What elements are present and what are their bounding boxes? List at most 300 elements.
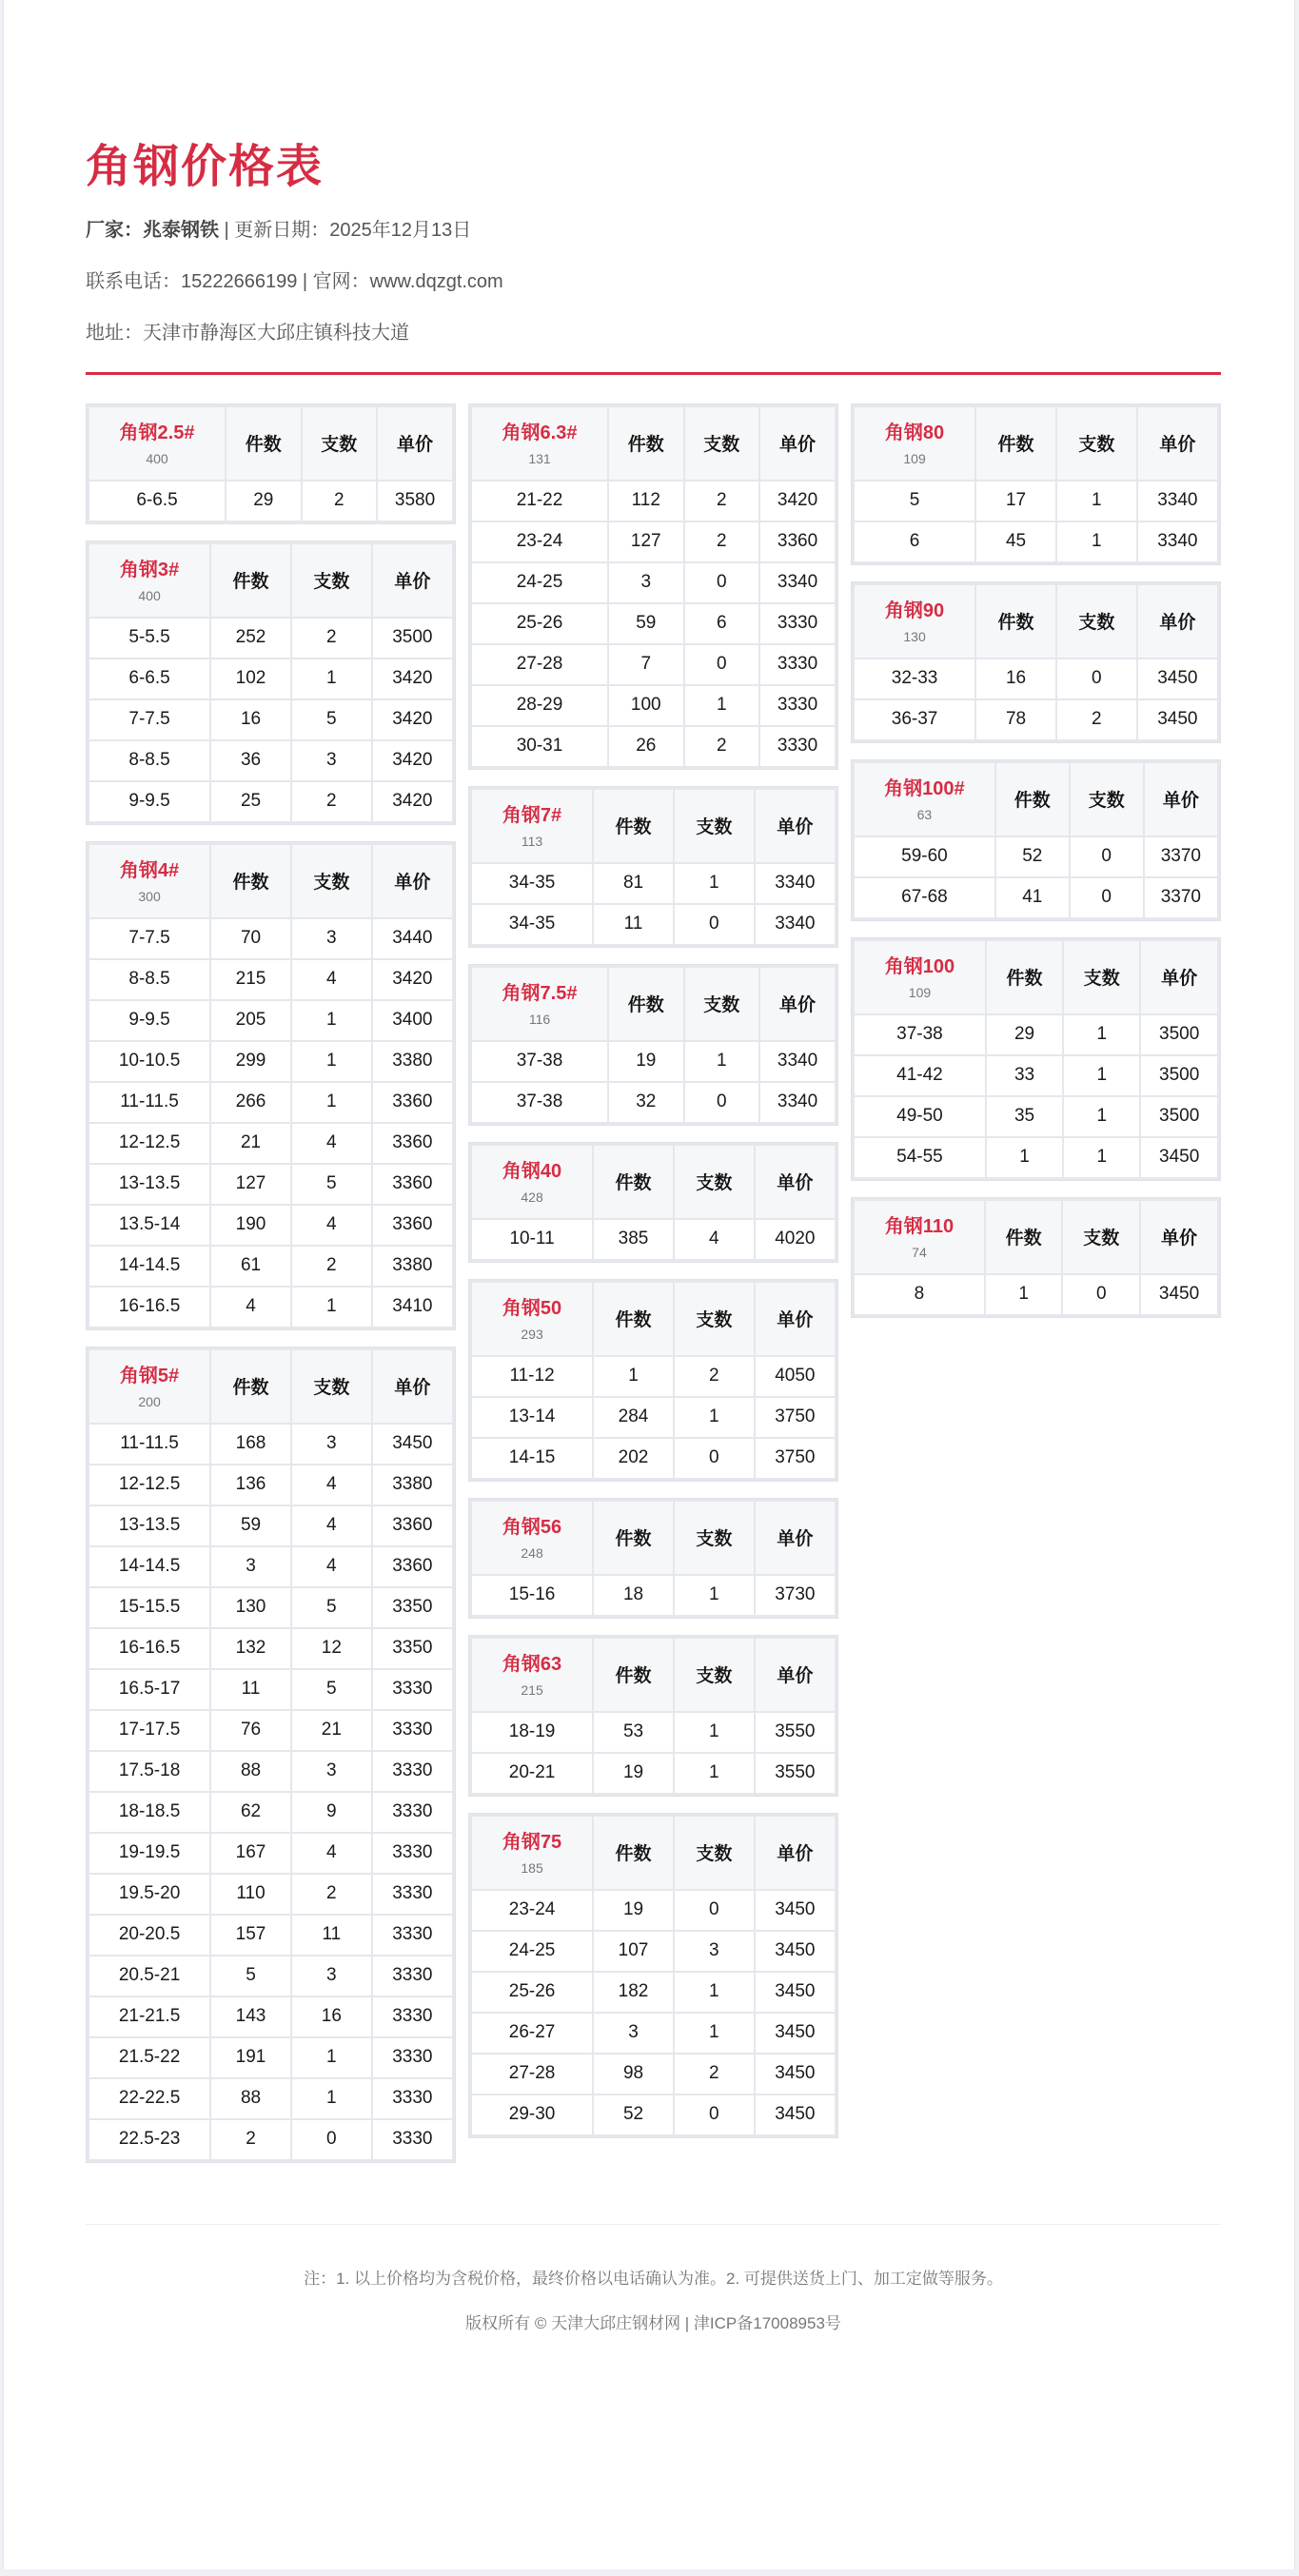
pieces-cell: 2 bbox=[211, 2120, 290, 2159]
table-header-row bbox=[855, 1201, 1217, 1273]
pieces-cell: 205 bbox=[211, 1001, 290, 1040]
price-cell[interactable]: 3500 bbox=[1141, 1097, 1217, 1136]
price-cell[interactable]: 3550 bbox=[756, 1713, 835, 1752]
price-cell[interactable]: 3420 bbox=[373, 741, 452, 780]
price-header: 单价 bbox=[373, 1350, 452, 1423]
spec-name: 角钢80 bbox=[884, 422, 945, 443]
size-cell: 49-50 bbox=[855, 1097, 985, 1136]
size-cell: 19-19.5 bbox=[89, 1834, 209, 1873]
sticks-cell: 1 bbox=[1064, 1015, 1139, 1054]
pieces-cell: 130 bbox=[211, 1588, 290, 1627]
table-header-row bbox=[472, 1817, 835, 1889]
pieces-cell: 190 bbox=[211, 1206, 290, 1245]
size-cell: 18-18.5 bbox=[89, 1793, 209, 1832]
price-cell[interactable]: 3330 bbox=[760, 727, 835, 766]
sticks-header: 支数 bbox=[303, 407, 377, 480]
size-cell: 13-13.5 bbox=[89, 1165, 209, 1204]
sticks-cell: 1 bbox=[675, 1713, 754, 1752]
sticks-cell: 2 bbox=[292, 782, 371, 821]
footer-copyright: 版权所有 © 天津大邱庄钢材网 | 津ICP备17008953号 bbox=[465, 2313, 841, 2332]
table-header-row bbox=[472, 1639, 835, 1711]
size-cell: 20-20.5 bbox=[89, 1916, 209, 1955]
spec-header-cell bbox=[89, 544, 209, 617]
table-row bbox=[855, 1097, 1217, 1136]
price-cell[interactable]: 3340 bbox=[760, 1083, 835, 1122]
pieces-header: 件数 bbox=[211, 845, 290, 917]
table-row bbox=[472, 1973, 835, 2012]
price-header: 单价 bbox=[760, 407, 835, 480]
price-cell[interactable]: 3440 bbox=[373, 919, 452, 958]
pieces-cell: 70 bbox=[211, 919, 290, 958]
sticks-cell: 1 bbox=[1057, 522, 1136, 561]
pieces-cell: 21 bbox=[211, 1124, 290, 1163]
price-header: 单价 bbox=[1141, 1201, 1217, 1273]
table-row bbox=[89, 1506, 452, 1545]
spec-weight: 131 bbox=[528, 450, 551, 466]
sticks-cell: 4 bbox=[292, 1506, 371, 1545]
sticks-cell: 1 bbox=[292, 1042, 371, 1081]
pieces-header: 件数 bbox=[594, 1817, 673, 1889]
size-cell: 34-35 bbox=[472, 905, 592, 944]
price-header: 单价 bbox=[373, 544, 452, 617]
price-cell[interactable]: 3330 bbox=[760, 604, 835, 643]
sticks-cell: 0 bbox=[685, 563, 759, 602]
size-cell: 8-8.5 bbox=[89, 741, 209, 780]
sticks-cell: 3 bbox=[292, 1752, 371, 1791]
table-header-row bbox=[472, 1146, 835, 1218]
table-column-1 bbox=[86, 403, 456, 2163]
spec-header-cell bbox=[472, 1817, 592, 1889]
price-cell[interactable]: 3420 bbox=[760, 482, 835, 521]
spec-table bbox=[468, 403, 838, 770]
table-row bbox=[472, 2014, 835, 2053]
price-cell[interactable]: 3330 bbox=[760, 645, 835, 684]
table-row bbox=[855, 878, 1217, 917]
price-header: 单价 bbox=[756, 1639, 835, 1711]
pieces-cell: 3 bbox=[594, 2014, 673, 2053]
price-cell[interactable]: 3330 bbox=[373, 1916, 452, 1955]
table-row bbox=[472, 563, 835, 602]
spec-table bbox=[851, 1197, 1221, 1318]
price-cell[interactable]: 3350 bbox=[373, 1588, 452, 1627]
sticks-cell: 1 bbox=[292, 1001, 371, 1040]
sticks-cell: 1 bbox=[675, 1973, 754, 2012]
sticks-header: 支数 bbox=[675, 790, 754, 862]
price-cell[interactable]: 3450 bbox=[756, 1891, 835, 1930]
table-row bbox=[89, 1752, 452, 1791]
pieces-cell: 18 bbox=[594, 1576, 673, 1615]
price-cell[interactable]: 3350 bbox=[373, 1629, 452, 1668]
sticks-cell: 1 bbox=[292, 659, 371, 698]
sticks-cell: 4 bbox=[292, 1206, 371, 1245]
price-header: 单价 bbox=[1145, 763, 1217, 836]
table-row bbox=[472, 727, 835, 766]
spec-weight: 215 bbox=[521, 1681, 543, 1698]
price-cell[interactable]: 3340 bbox=[756, 864, 835, 903]
sticks-header: 支数 bbox=[292, 1350, 371, 1423]
size-cell: 32-33 bbox=[855, 659, 974, 698]
sticks-cell: 1 bbox=[685, 1042, 759, 1081]
size-cell: 30-31 bbox=[472, 727, 607, 766]
price-cell[interactable]: 3750 bbox=[756, 1439, 835, 1478]
size-cell: 23-24 bbox=[472, 1891, 592, 1930]
price-cell[interactable]: 3330 bbox=[373, 1711, 452, 1750]
table-header-row bbox=[855, 407, 1217, 480]
sticks-cell: 2 bbox=[685, 522, 759, 561]
sticks-cell: 1 bbox=[292, 2079, 371, 2118]
table-row bbox=[472, 1713, 835, 1752]
pieces-cell: 299 bbox=[211, 1042, 290, 1081]
spec-header-cell bbox=[472, 1639, 592, 1711]
pieces-cell: 1 bbox=[594, 1357, 673, 1396]
footer bbox=[86, 2224, 1221, 2333]
size-cell: 37-38 bbox=[472, 1083, 607, 1122]
size-cell: 12-12.5 bbox=[89, 1465, 209, 1504]
sticks-cell: 2 bbox=[685, 727, 759, 766]
price-header: 单价 bbox=[378, 407, 452, 480]
price-cell[interactable]: 3500 bbox=[1141, 1015, 1217, 1054]
price-cell[interactable]: 3420 bbox=[373, 960, 452, 999]
price-cell[interactable]: 3330 bbox=[373, 1957, 452, 1996]
price-cell[interactable]: 3360 bbox=[373, 1547, 452, 1586]
table-row bbox=[89, 1288, 452, 1327]
spec-name: 角钢100 bbox=[884, 955, 955, 977]
pieces-header: 件数 bbox=[976, 407, 1055, 480]
price-cell[interactable]: 3750 bbox=[756, 1398, 835, 1437]
size-cell: 25-26 bbox=[472, 1973, 592, 2012]
size-cell: 16-16.5 bbox=[89, 1288, 209, 1327]
price-cell[interactable]: 3330 bbox=[373, 2120, 452, 2159]
price-cell[interactable]: 3450 bbox=[373, 1425, 452, 1464]
price-cell[interactable]: 3450 bbox=[756, 2095, 835, 2134]
size-cell: 22.5-23 bbox=[89, 2120, 209, 2159]
price-cell[interactable]: 3330 bbox=[760, 686, 835, 725]
table-row bbox=[89, 1206, 452, 1245]
spec-header-cell bbox=[855, 763, 994, 836]
pieces-cell: 1 bbox=[986, 1275, 1062, 1314]
sticks-cell: 4 bbox=[292, 1547, 371, 1586]
table-row bbox=[89, 1247, 452, 1286]
pieces-cell: 19 bbox=[594, 1891, 673, 1930]
pieces-cell: 35 bbox=[987, 1097, 1062, 1136]
pieces-cell: 25 bbox=[211, 782, 290, 821]
size-cell: 59-60 bbox=[855, 837, 994, 876]
table-row bbox=[855, 1275, 1217, 1314]
price-cell[interactable]: 4050 bbox=[756, 1357, 835, 1396]
sticks-header: 支数 bbox=[675, 1146, 754, 1218]
price-cell[interactable]: 3730 bbox=[756, 1576, 835, 1615]
price-cell[interactable]: 3380 bbox=[373, 1465, 452, 1504]
sticks-header: 支数 bbox=[685, 407, 759, 480]
sticks-cell: 2 bbox=[1057, 700, 1136, 739]
table-row bbox=[89, 2038, 452, 2077]
size-cell: 27-28 bbox=[472, 645, 607, 684]
pieces-cell: 102 bbox=[211, 659, 290, 698]
table-row bbox=[472, 1083, 835, 1122]
contact-info: 联系电话：15222666199 | 官网：www.dqzgt.com bbox=[86, 270, 503, 292]
spec-table bbox=[468, 786, 838, 948]
table-row bbox=[89, 1547, 452, 1586]
price-cell[interactable]: 3450 bbox=[1141, 1138, 1217, 1177]
spec-weight: 63 bbox=[916, 806, 933, 822]
size-cell: 24-25 bbox=[472, 1932, 592, 1971]
pieces-header: 件数 bbox=[609, 407, 683, 480]
table-header-row bbox=[855, 585, 1217, 658]
table-row bbox=[89, 1916, 452, 1955]
size-cell: 21.5-22 bbox=[89, 2038, 209, 2077]
price-cell[interactable]: 3360 bbox=[373, 1506, 452, 1545]
price-cell[interactable]: 3360 bbox=[373, 1124, 452, 1163]
pieces-header: 件数 bbox=[594, 1146, 673, 1218]
pieces-cell: 52 bbox=[594, 2095, 673, 2134]
pieces-cell: 61 bbox=[211, 1247, 290, 1286]
size-cell: 67-68 bbox=[855, 878, 994, 917]
price-cell[interactable]: 3330 bbox=[373, 2079, 452, 2118]
spec-header-cell bbox=[472, 968, 607, 1040]
sticks-cell: 2 bbox=[675, 1357, 754, 1396]
table-row bbox=[89, 1042, 452, 1081]
sticks-cell: 11 bbox=[292, 1916, 371, 1955]
size-cell: 16.5-17 bbox=[89, 1670, 209, 1709]
price-cell[interactable]: 3370 bbox=[1145, 878, 1217, 917]
sticks-cell: 0 bbox=[1063, 1275, 1139, 1314]
spec-header-cell bbox=[855, 585, 974, 658]
pieces-cell: 157 bbox=[211, 1916, 290, 1955]
price-cell[interactable]: 3380 bbox=[373, 1042, 452, 1081]
price-cell[interactable]: 3500 bbox=[373, 619, 452, 658]
sticks-cell: 4 bbox=[292, 1124, 371, 1163]
spec-name: 角钢6.3# bbox=[502, 422, 578, 443]
sticks-cell: 1 bbox=[292, 2038, 371, 2077]
spec-table bbox=[851, 937, 1221, 1181]
price-header: 单价 bbox=[760, 968, 835, 1040]
size-cell: 28-29 bbox=[472, 686, 607, 725]
size-cell: 15-15.5 bbox=[89, 1588, 209, 1627]
size-cell: 11-11.5 bbox=[89, 1083, 209, 1122]
price-cell[interactable]: 3400 bbox=[373, 1001, 452, 1040]
pieces-cell: 107 bbox=[594, 1932, 673, 1971]
sticks-header: 支数 bbox=[292, 544, 371, 617]
table-row bbox=[89, 1083, 452, 1122]
size-cell: 37-38 bbox=[855, 1015, 985, 1054]
sticks-cell: 1 bbox=[1064, 1056, 1139, 1095]
table-row bbox=[89, 919, 452, 958]
spec-header-cell bbox=[472, 1283, 592, 1355]
price-cell[interactable]: 3380 bbox=[373, 1247, 452, 1286]
pieces-header: 件数 bbox=[211, 1350, 290, 1423]
pieces-cell: 98 bbox=[594, 2055, 673, 2094]
size-cell: 34-35 bbox=[472, 864, 592, 903]
pieces-cell: 26 bbox=[609, 727, 683, 766]
table-row bbox=[472, 1357, 835, 1396]
size-cell: 7-7.5 bbox=[89, 919, 209, 958]
price-cell[interactable]: 3450 bbox=[1138, 659, 1217, 698]
sticks-cell: 2 bbox=[685, 482, 759, 521]
price-header: 单价 bbox=[756, 1817, 835, 1889]
price-cell[interactable]: 3450 bbox=[756, 1932, 835, 1971]
size-cell: 21-22 bbox=[472, 482, 607, 521]
spec-header-cell bbox=[855, 941, 985, 1013]
price-cell[interactable]: 3550 bbox=[756, 1754, 835, 1793]
pieces-cell: 202 bbox=[594, 1439, 673, 1478]
price-header: 单价 bbox=[756, 1502, 835, 1574]
sticks-cell: 4 bbox=[292, 1834, 371, 1873]
pieces-header: 件数 bbox=[594, 1502, 673, 1574]
sticks-header: 支数 bbox=[675, 1639, 754, 1711]
price-cell[interactable]: 3370 bbox=[1145, 837, 1217, 876]
sticks-cell: 0 bbox=[675, 1891, 754, 1930]
price-cell[interactable]: 3340 bbox=[760, 563, 835, 602]
spec-header-cell bbox=[472, 790, 592, 862]
price-cell[interactable]: 3360 bbox=[373, 1206, 452, 1245]
spec-weight: 300 bbox=[138, 888, 161, 904]
price-cell[interactable]: 3330 bbox=[373, 1752, 452, 1791]
sticks-cell: 4 bbox=[675, 1220, 754, 1259]
sticks-header: 支数 bbox=[292, 845, 371, 917]
size-cell: 8-8.5 bbox=[89, 960, 209, 999]
size-cell: 16-16.5 bbox=[89, 1629, 209, 1668]
table-row bbox=[472, 864, 835, 903]
price-cell[interactable]: 3450 bbox=[756, 2055, 835, 2094]
pieces-header: 件数 bbox=[594, 1639, 673, 1711]
price-cell[interactable]: 3500 bbox=[1141, 1056, 1217, 1095]
table-row bbox=[89, 1875, 452, 1914]
price-cell[interactable]: 3410 bbox=[373, 1288, 452, 1327]
pieces-cell: 16 bbox=[211, 700, 290, 739]
table-row bbox=[472, 604, 835, 643]
price-cell[interactable]: 3330 bbox=[373, 2038, 452, 2077]
price-header: 单价 bbox=[1138, 407, 1217, 480]
price-cell[interactable]: 3340 bbox=[756, 905, 835, 944]
sticks-cell: 0 bbox=[1071, 837, 1143, 876]
price-cell[interactable]: 3340 bbox=[1138, 522, 1217, 561]
table-row bbox=[89, 619, 452, 658]
price-cell[interactable]: 3450 bbox=[1141, 1275, 1217, 1314]
pieces-cell: 53 bbox=[594, 1713, 673, 1752]
table-row bbox=[89, 659, 452, 698]
price-cell[interactable]: 3330 bbox=[373, 1875, 452, 1914]
pieces-cell: 16 bbox=[976, 659, 1055, 698]
size-cell: 22-22.5 bbox=[89, 2079, 209, 2118]
price-cell[interactable]: 3330 bbox=[373, 1793, 452, 1832]
price-cell[interactable]: 3420 bbox=[373, 782, 452, 821]
table-row bbox=[89, 1997, 452, 2036]
price-cell[interactable]: 3450 bbox=[756, 2014, 835, 2053]
table-row bbox=[472, 1754, 835, 1793]
price-cell[interactable]: 3340 bbox=[1138, 482, 1217, 521]
spec-name: 角钢3# bbox=[119, 559, 180, 580]
table-row bbox=[472, 1576, 835, 1615]
table-header-row bbox=[855, 763, 1217, 836]
table-row bbox=[89, 700, 452, 739]
pieces-cell: 32 bbox=[609, 1083, 683, 1122]
size-cell: 24-25 bbox=[472, 563, 607, 602]
pieces-cell: 167 bbox=[211, 1834, 290, 1873]
pieces-cell: 168 bbox=[211, 1425, 290, 1464]
sticks-header: 支数 bbox=[1057, 407, 1136, 480]
table-row bbox=[472, 1042, 835, 1081]
sticks-header: 支数 bbox=[1071, 763, 1143, 836]
sticks-cell: 3 bbox=[292, 919, 371, 958]
price-cell[interactable]: 3330 bbox=[373, 1997, 452, 2036]
price-cell[interactable]: 3580 bbox=[378, 482, 452, 521]
price-cell[interactable]: 3330 bbox=[373, 1834, 452, 1873]
sticks-cell: 1 bbox=[292, 1083, 371, 1122]
price-cell[interactable]: 3420 bbox=[373, 700, 452, 739]
size-cell: 17-17.5 bbox=[89, 1711, 209, 1750]
price-cell[interactable]: 3450 bbox=[1138, 700, 1217, 739]
size-cell: 11-11.5 bbox=[89, 1425, 209, 1464]
sticks-header: 支数 bbox=[675, 1502, 754, 1574]
spec-header-cell bbox=[89, 1350, 209, 1423]
spec-table bbox=[468, 964, 838, 1126]
spec-header-cell bbox=[472, 1502, 592, 1574]
spec-header-cell bbox=[472, 1146, 592, 1218]
pieces-cell: 284 bbox=[594, 1398, 673, 1437]
size-cell: 25-26 bbox=[472, 604, 607, 643]
spec-table bbox=[86, 403, 456, 524]
size-cell: 18-19 bbox=[472, 1713, 592, 1752]
price-cell[interactable]: 4020 bbox=[756, 1220, 835, 1259]
sticks-cell: 9 bbox=[292, 1793, 371, 1832]
size-cell: 12-12.5 bbox=[89, 1124, 209, 1163]
size-cell: 10-11 bbox=[472, 1220, 592, 1259]
spec-table bbox=[86, 1347, 456, 2163]
factory-label: 厂家： bbox=[86, 219, 143, 241]
spec-table bbox=[468, 1279, 838, 1482]
pieces-cell: 127 bbox=[609, 522, 683, 561]
size-cell: 7-7.5 bbox=[89, 700, 209, 739]
price-cell[interactable]: 3360 bbox=[760, 522, 835, 561]
table-row bbox=[89, 1793, 452, 1832]
sticks-cell: 2 bbox=[675, 2055, 754, 2094]
sticks-header: 支数 bbox=[1064, 941, 1139, 1013]
spec-table bbox=[468, 1142, 838, 1263]
address-info: 地址：天津市静海区大邱庄镇科技大道 bbox=[86, 322, 409, 344]
spec-name: 角钢100# bbox=[884, 777, 965, 799]
pieces-cell: 19 bbox=[609, 1042, 683, 1081]
size-cell: 54-55 bbox=[855, 1138, 985, 1177]
price-cell[interactable]: 3340 bbox=[760, 1042, 835, 1081]
table-row bbox=[89, 782, 452, 821]
sticks-cell: 2 bbox=[292, 619, 371, 658]
spec-weight: 116 bbox=[528, 1011, 551, 1027]
price-cell[interactable]: 3420 bbox=[373, 659, 452, 698]
page-title: 角钢价格表 bbox=[86, 142, 325, 192]
pieces-header: 件数 bbox=[609, 968, 683, 1040]
pieces-cell: 3 bbox=[609, 563, 683, 602]
sticks-cell: 0 bbox=[675, 1439, 754, 1478]
pieces-cell: 41 bbox=[996, 878, 1069, 917]
table-row bbox=[89, 2079, 452, 2118]
price-cell[interactable]: 3330 bbox=[373, 1670, 452, 1709]
sticks-cell: 2 bbox=[303, 482, 377, 521]
table-row bbox=[472, 645, 835, 684]
price-cell[interactable]: 3450 bbox=[756, 1973, 835, 2012]
pieces-cell: 215 bbox=[211, 960, 290, 999]
price-header: 单价 bbox=[756, 1146, 835, 1218]
price-cell[interactable]: 3360 bbox=[373, 1083, 452, 1122]
spec-name: 角钢40 bbox=[502, 1160, 562, 1182]
table-header-row bbox=[472, 790, 835, 862]
spec-header-cell bbox=[89, 845, 209, 917]
table-row bbox=[89, 741, 452, 780]
size-cell: 21-21.5 bbox=[89, 1997, 209, 2036]
spec-weight: 109 bbox=[903, 450, 926, 466]
price-cell[interactable]: 3360 bbox=[373, 1165, 452, 1204]
size-cell: 20.5-21 bbox=[89, 1957, 209, 1996]
table-row bbox=[855, 522, 1217, 561]
